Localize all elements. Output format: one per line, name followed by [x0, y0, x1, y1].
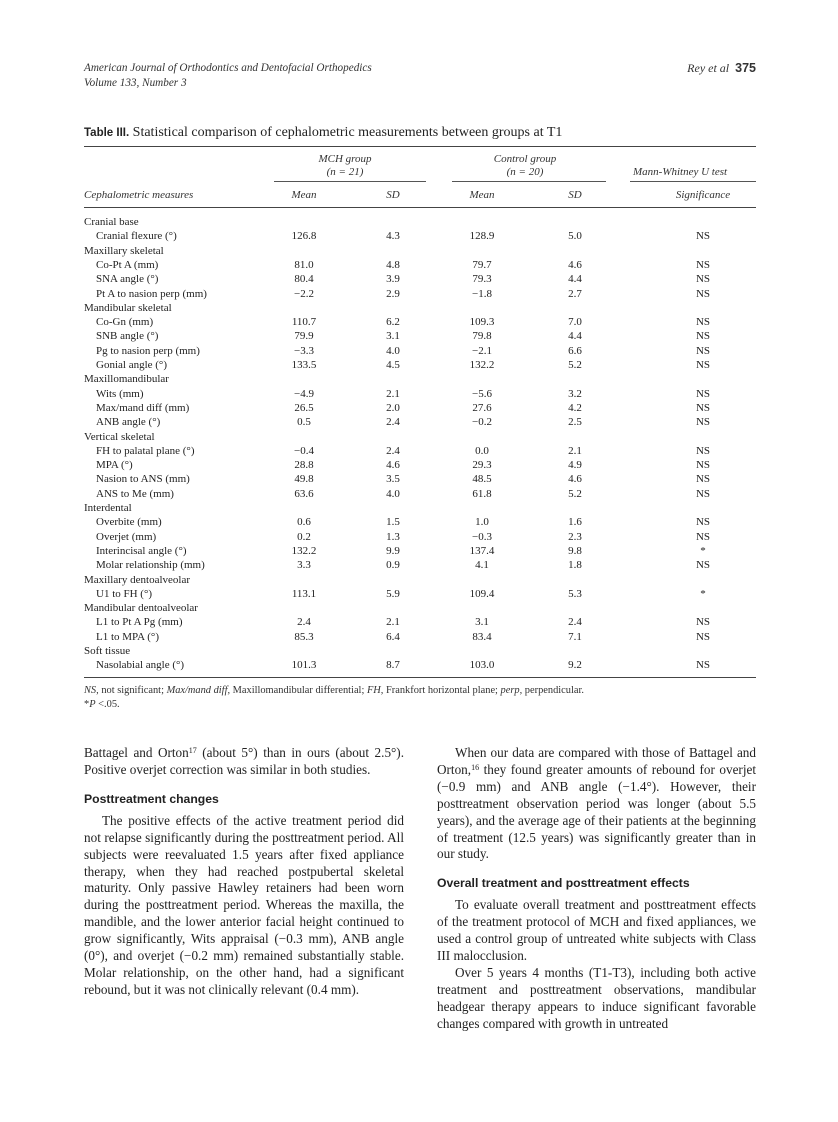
table-header-rule: [84, 207, 756, 208]
mch-mean: 79.9: [294, 330, 314, 343]
measure-label: L1 to MPA (°): [96, 630, 159, 643]
control-sd: 3.2: [568, 387, 582, 400]
control-mean: 109.4: [469, 587, 495, 600]
significance: NS: [695, 287, 711, 300]
mch-mean: 113.1: [291, 587, 317, 600]
significance: NS: [695, 530, 711, 543]
table-row: [84, 358, 756, 372]
significance: NS: [695, 559, 711, 572]
table-section-row: [84, 301, 756, 315]
significance: NS: [695, 473, 711, 486]
measure-label: Nasion to ANS (mm): [96, 473, 190, 486]
table-row: [84, 258, 756, 272]
mch-sd: 5.9: [386, 587, 400, 600]
control-mean: −5.6: [472, 387, 492, 400]
control-sd: 6.6: [568, 344, 582, 357]
table-row: [84, 444, 756, 458]
significance: NS: [695, 459, 711, 472]
mch-mean: −2.2: [294, 287, 314, 300]
control-mean: −1.8: [472, 287, 492, 300]
measure-label: Co-Pt A (mm): [96, 258, 159, 271]
mch-sd: 2.9: [386, 287, 400, 300]
section-label: Cranial base: [84, 216, 139, 228]
table-row: [84, 272, 756, 286]
section-label: Maxillary dentoalveolar: [84, 573, 190, 586]
control-mean: 4.1: [475, 559, 489, 572]
section-label: Maxillary skeletal: [84, 244, 164, 257]
measure-label: MPA (°): [96, 459, 133, 472]
table-row: [84, 530, 756, 544]
control-sd: 2.5: [568, 416, 582, 429]
significance: NS: [695, 230, 711, 243]
left-p1-text-a: Battagel and Orton: [84, 745, 189, 760]
right-text-column: [437, 745, 756, 1033]
footnote-significance: [84, 698, 756, 712]
mch-mean: 28.8: [294, 459, 314, 472]
significance: NS: [695, 344, 711, 357]
mch-sd: 2.1: [386, 616, 400, 629]
left-paragraph-2: The positive effects of the active treatment period did not relapse significantly during the posttreatment period. All subjects were reevaluated 1.5 years after fixed appliance therapy, when they had reached postpubertal skeletal maturity. Only passive Hawley retainers had been worn during the posttreatment period. Whereas the maxilla, the mandible, and the lower anterior facial height continued to grow significantly, Wits appraisal (−0.3 mm), ANB angle (0°), and overjet (−0.2 mm) remained substantially stable. Molar relationship, on the other hand, had a significant rebound, but it was not clinically relevant (0.4 mm).: [84, 812, 404, 997]
mch-sd: 4.0: [386, 487, 400, 500]
table-row: [84, 487, 756, 501]
footnote-p-rest: <.05.: [95, 698, 120, 710]
col-header-mean2: Mean: [469, 189, 495, 201]
control-sd: 9.8: [568, 544, 582, 557]
mch-sd: 2.4: [386, 444, 400, 457]
mch-sd: 3.9: [386, 273, 400, 286]
group1-n: (n = 21): [326, 166, 364, 178]
control-mean: 79.3: [472, 273, 492, 286]
right-p1-text-a: When our data are compared with those of Battagel and Orton,: [437, 745, 756, 777]
table-row: [84, 658, 756, 672]
page-number: 375: [735, 61, 756, 75]
control-mean: −0.2: [472, 416, 492, 429]
control-sd: 2.4: [568, 616, 582, 629]
table-row: [84, 630, 756, 644]
table-row: [84, 544, 756, 558]
significance: NS: [695, 516, 711, 529]
table-row: [84, 344, 756, 358]
measure-label: ANB angle (°): [96, 416, 161, 429]
mch-sd: 4.5: [386, 359, 400, 371]
section-label: Interdental: [84, 502, 132, 514]
test-header: Mann-Whitney U test: [633, 166, 728, 178]
mch-sd: 4.3: [386, 230, 400, 243]
significance: *: [700, 544, 706, 557]
control-mean: 29.3: [472, 459, 492, 472]
col-header-mean1: Mean: [291, 189, 317, 201]
control-sd: 5.2: [568, 487, 582, 500]
footnote-p: P: [89, 698, 96, 710]
mch-mean: 85.3: [294, 630, 314, 643]
table-row: [84, 558, 756, 572]
group1-name: MCH group: [318, 153, 372, 165]
significance: NS: [695, 387, 711, 400]
control-sd: 5.0: [568, 230, 582, 243]
control-sd: 4.2: [568, 401, 582, 414]
control-mean: 79.7: [472, 258, 492, 271]
group2-header: [460, 153, 590, 179]
table-row: [84, 387, 756, 401]
table-caption: [84, 125, 562, 141]
mch-sd: 0.9: [386, 559, 400, 572]
mch-sd: 2.0: [386, 401, 400, 414]
mch-mean: 0.2: [297, 530, 311, 543]
measure-label: Pt A to nasion perp (mm): [96, 287, 207, 300]
measure-label: Molar relationship (mm): [96, 559, 205, 572]
control-sd: 7.0: [568, 316, 582, 329]
table-row: [84, 472, 756, 486]
control-sd: 5.2: [568, 359, 582, 371]
measure-label: ANS to Me (mm): [96, 487, 174, 500]
mch-mean: 126.8: [291, 230, 317, 243]
mch-sd: 6.2: [386, 316, 400, 329]
heading-posttreatment-changes: Posttreatment changes: [84, 791, 219, 806]
measure-label: Gonial angle (°): [96, 359, 167, 371]
table-footnote: [84, 684, 756, 711]
control-mean: 27.6: [472, 401, 492, 414]
table-section-row: [84, 372, 756, 386]
measure-label: Co-Gn (mm): [96, 316, 154, 329]
left-text-column: [84, 745, 404, 999]
footnote-ns-abbr: NS,: [84, 685, 99, 696]
citation-17: 17: [188, 746, 197, 755]
control-mean: 1.0: [475, 516, 489, 529]
control-sd: 7.1: [568, 630, 582, 643]
significance: *: [700, 587, 706, 600]
citation-16: 16: [471, 762, 480, 772]
mch-sd: 1.5: [386, 516, 400, 529]
table-section-row: [84, 501, 756, 515]
footnote-perp-text: perpendicular.: [522, 685, 584, 696]
measure-label: Overbite (mm): [96, 516, 162, 529]
table-top-rule: [84, 146, 756, 147]
significance: NS: [695, 616, 711, 629]
mch-mean: 80.4: [294, 273, 314, 286]
measure-label: L1 to Pt A Pg (mm): [96, 616, 183, 629]
group1-header: [290, 153, 400, 179]
table-row: [84, 229, 756, 243]
control-mean: 0.0: [475, 444, 489, 457]
measure-label: Pg to nasion perp (mm): [96, 344, 200, 357]
table-section-row: [84, 215, 756, 229]
control-sd: 9.2: [568, 659, 582, 672]
table-row: [84, 515, 756, 529]
measure-label: Nasolabial angle (°): [96, 659, 185, 672]
group2-n: (n = 20): [506, 166, 544, 178]
footnote-fh-abbr: FH,: [366, 685, 384, 696]
journal-title: American Journal of Orthodontics and Dentofacial Orthopedics: [84, 62, 372, 74]
control-sd: 5.3: [568, 587, 582, 600]
left-p1-text-b: (about 5°) than in ours (about 2.5°). Positive overjet correction was similar in both studies.: [84, 745, 404, 777]
col-header-measures: Cephalometric measures: [84, 189, 194, 201]
table-row: [84, 329, 756, 343]
table-row: [84, 615, 756, 629]
authors: Rey et al: [687, 61, 730, 75]
control-sd: 2.3: [568, 530, 582, 543]
footnote-fh-text: Frankfort horizontal plane;: [383, 685, 501, 696]
mch-sd: 2.1: [386, 387, 400, 400]
control-sd: 1.6: [568, 516, 582, 529]
table-bottom-rule: [84, 677, 756, 678]
measure-label: Cranial flexure (°): [96, 230, 177, 243]
control-mean: 132.2: [469, 359, 495, 371]
col-header-significance: Significance: [675, 189, 731, 201]
mch-mean: −4.9: [294, 387, 314, 400]
footnote-ns-text: not significant;: [98, 685, 167, 696]
mch-sd: 6.4: [386, 630, 400, 643]
control-mean: 103.0: [469, 659, 495, 672]
footnote-perp-abbr: perp,: [500, 685, 523, 696]
table-row: [84, 287, 756, 301]
mch-mean: 3.3: [297, 559, 311, 572]
section-label: Vertical skeletal: [84, 430, 155, 443]
control-mean: 48.5: [472, 473, 492, 486]
table-title: Statistical comparison of cephalometric measurements between groups at T1: [132, 125, 563, 140]
journal-volume: Volume 133, Number 3: [84, 77, 187, 89]
right-paragraph-1: [437, 745, 756, 863]
control-sd: 4.4: [568, 330, 582, 343]
group2-underline: [452, 181, 606, 182]
mch-sd: 3.5: [386, 473, 400, 486]
right-p1-text-b: they found greater amounts of rebound for overjet (−0.9 mm) and ANB angle (−1.4°). However, their posttreatment observation period was longer (about 5.5 years), and the average age of their patients at the beginning of treatment (12.5 years) was significantly greater than in our study.: [437, 761, 756, 862]
section-label: Mandibular skeletal: [84, 301, 172, 314]
control-mean: 128.9: [469, 230, 495, 243]
page-info: [687, 61, 756, 76]
significance: NS: [695, 316, 711, 329]
control-sd: 2.1: [568, 444, 582, 457]
measure-label: Overjet (mm): [96, 530, 157, 543]
control-sd: 2.7: [568, 287, 582, 300]
mch-mean: −0.4: [294, 444, 314, 457]
mch-mean: 0.6: [297, 516, 311, 529]
group2-name: Control group: [493, 153, 557, 165]
significance: NS: [695, 630, 711, 643]
measure-label: SNA angle (°): [96, 273, 159, 286]
mch-sd: 4.8: [386, 258, 400, 271]
mch-mean: 2.4: [297, 616, 311, 629]
significance: NS: [695, 659, 711, 672]
mch-mean: 132.2: [291, 544, 317, 557]
significance: NS: [695, 444, 711, 457]
footnote-mm-abbr: Max/mand diff,: [166, 685, 231, 696]
mch-sd: 8.7: [386, 659, 400, 672]
mch-sd: 3.1: [386, 330, 400, 343]
table-row: [84, 315, 756, 329]
left-paragraph-1: [84, 745, 404, 779]
significance: NS: [695, 273, 711, 286]
mch-sd: 4.0: [386, 344, 400, 357]
control-mean: 3.1: [475, 616, 489, 629]
table-row: [84, 587, 756, 601]
measure-label: U1 to FH (°): [96, 587, 153, 600]
control-sd: 4.6: [568, 258, 582, 271]
mch-mean: 49.8: [294, 473, 314, 486]
col-header-sd2: SD: [568, 189, 582, 201]
table-row: [84, 458, 756, 472]
mch-mean: 0.5: [297, 416, 311, 429]
measure-label: Max/mand diff (mm): [96, 401, 190, 414]
group1-underline: [274, 181, 426, 182]
control-mean: 137.4: [469, 544, 495, 557]
control-mean: 61.8: [472, 487, 492, 500]
footnote-mm-text: Maxillomandibular differential;: [230, 685, 367, 696]
table-section-row: [84, 644, 756, 658]
mch-mean: 63.6: [294, 487, 314, 500]
table-section-row: [84, 430, 756, 444]
measure-label: Wits (mm): [96, 387, 144, 400]
control-mean: −2.1: [472, 344, 492, 357]
mch-sd: 1.3: [386, 530, 400, 543]
significance: NS: [695, 416, 711, 429]
table-section-row: [84, 601, 756, 615]
table-label: Table III.: [84, 127, 130, 139]
measure-label: Interincisal angle (°): [96, 544, 187, 557]
col-header-sd1: SD: [386, 189, 400, 201]
table-section-row: [84, 244, 756, 258]
section-label: Maxillomandibular: [84, 373, 169, 386]
mch-sd: 9.9: [386, 544, 400, 557]
table-row: [84, 415, 756, 429]
control-mean: 79.8: [472, 330, 492, 343]
mch-mean: −3.3: [294, 344, 314, 357]
significance: NS: [695, 401, 711, 414]
test-underline: [630, 181, 756, 182]
right-paragraph-2: To evaluate overall treatment and posttreatment effects of the treatment protocol of MCH and fixed appliances, we used a control group of untreated white subjects with Class III malocclusion.: [437, 897, 756, 964]
mch-sd: 4.6: [386, 459, 400, 472]
control-mean: 109.3: [469, 316, 495, 329]
table-section-row: [84, 573, 756, 587]
right-paragraph-3: Over 5 years 4 months (T1-T3), including both active treatment and posttreatment observations, mandibular headgear therapy appears to induce significant favorable changes compared with growth in untreated: [437, 964, 756, 1031]
significance: NS: [695, 258, 711, 271]
control-mean: 83.4: [472, 630, 492, 643]
mch-mean: 26.5: [294, 401, 314, 414]
mch-mean: 101.3: [291, 659, 317, 672]
footnote-abbreviations: [84, 684, 756, 698]
table-row: [84, 401, 756, 415]
significance: NS: [695, 359, 711, 371]
measure-label: FH to palatal plane (°): [96, 444, 195, 457]
section-label: Mandibular dentoalveolar: [84, 602, 198, 615]
control-sd: 4.6: [568, 473, 582, 486]
footnote-star: *: [84, 698, 90, 710]
mch-mean: 81.0: [294, 258, 314, 271]
control-sd: 4.4: [568, 273, 582, 286]
significance: NS: [695, 487, 711, 500]
control-sd: 4.9: [568, 459, 582, 472]
heading-overall-effects: Overall treatment and posttreatment effects: [437, 876, 690, 891]
section-label: Soft tissue: [84, 645, 131, 657]
mch-mean: 110.7: [291, 316, 317, 329]
significance: NS: [695, 330, 711, 343]
running-header: [84, 61, 756, 91]
mch-mean: 133.5: [291, 359, 317, 371]
measure-label: SNB angle (°): [96, 330, 159, 343]
control-mean: −0.3: [472, 530, 492, 543]
mch-sd: 2.4: [386, 416, 400, 429]
control-sd: 1.8: [568, 559, 582, 572]
